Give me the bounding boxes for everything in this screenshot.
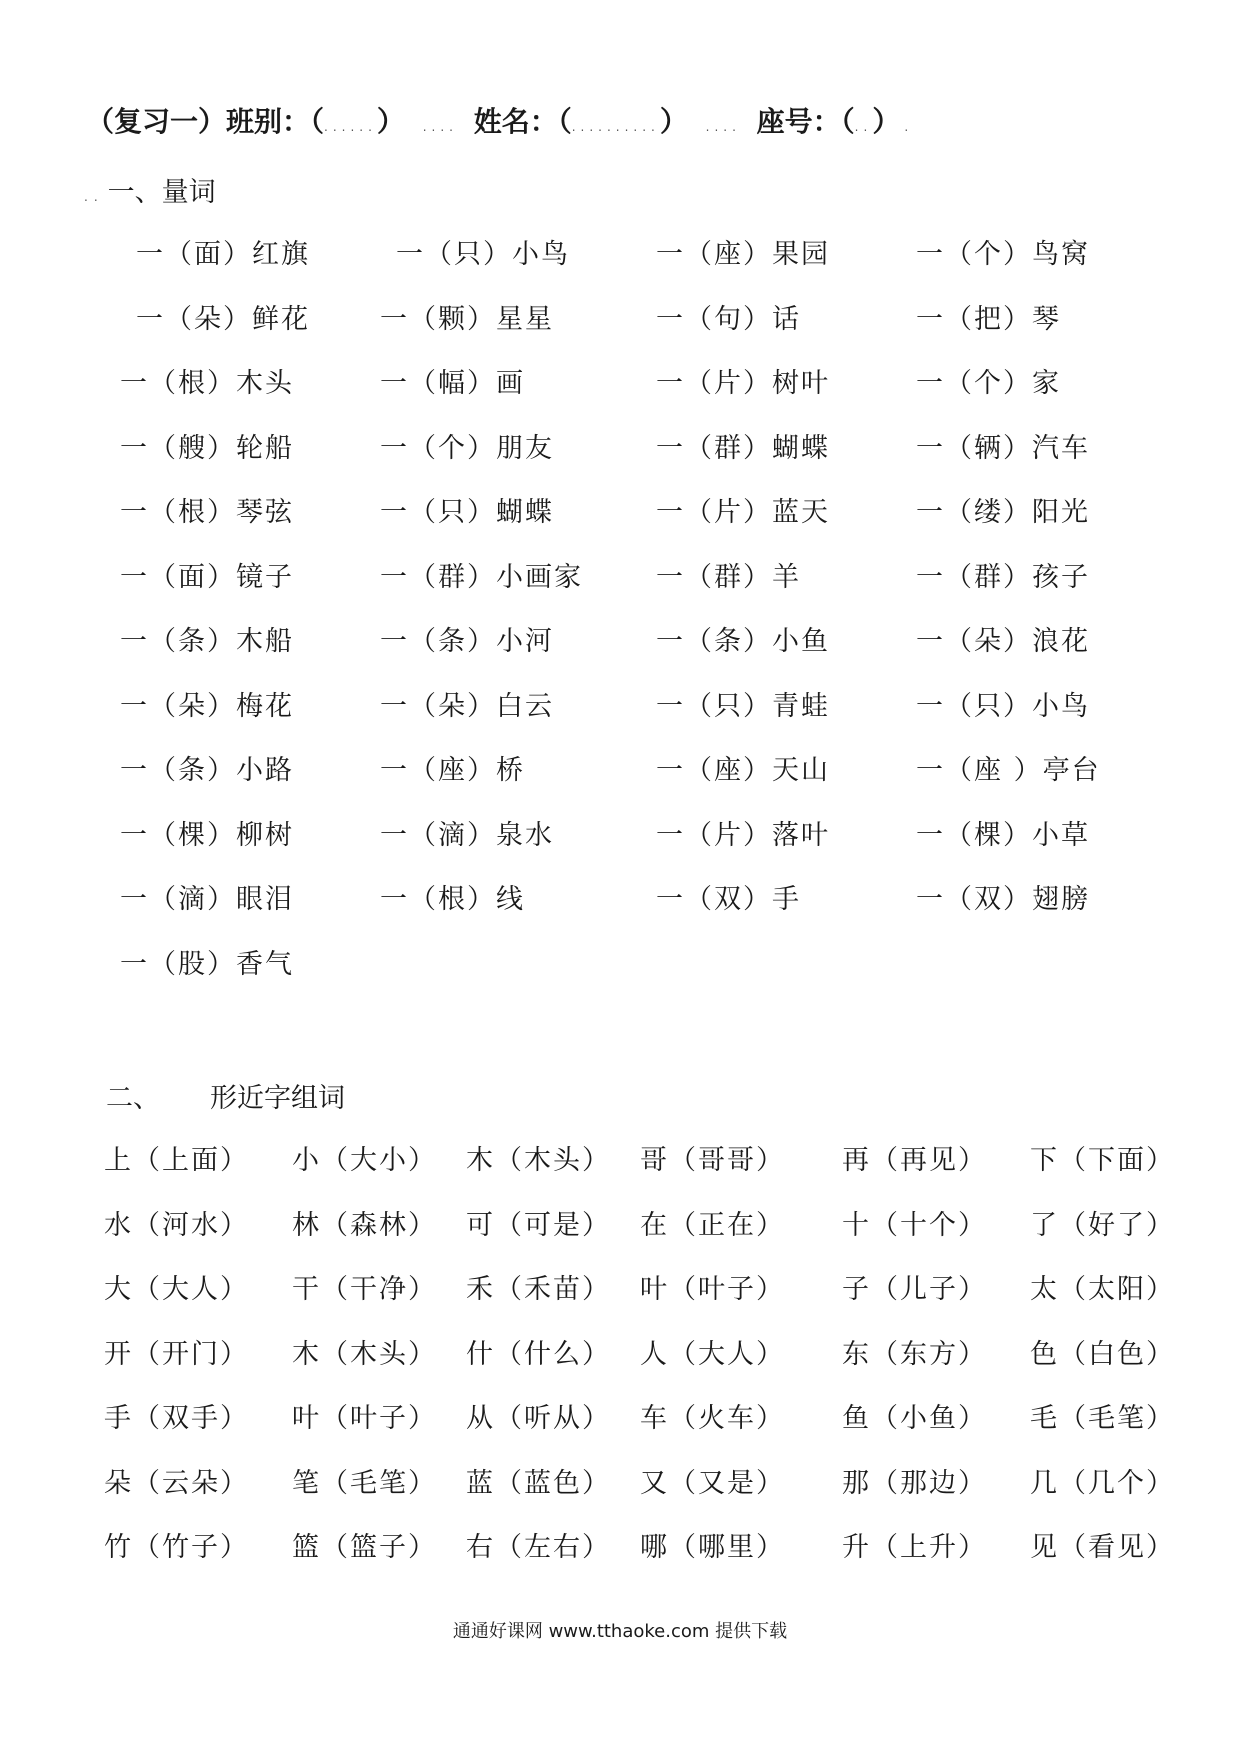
header-spacer-dots: .... — [705, 120, 741, 134]
similar-char-item: 篮（篮子） — [292, 1532, 437, 1563]
measure-word-item: 一（句）话 — [656, 303, 801, 335]
seat-close: ） — [872, 105, 901, 138]
name-close: ） — [659, 105, 688, 138]
similar-char-item: 手（双手） — [104, 1403, 249, 1434]
measure-word-item: 一（只）小鸟 — [396, 239, 570, 270]
measure-word-item: 一（棵）柳树 — [120, 819, 294, 851]
measure-word-item: 一（个）朋友 — [380, 432, 554, 464]
similar-char-item: 开（开门） — [104, 1338, 249, 1370]
similar-char-item: 又（又是） — [640, 1467, 785, 1499]
measure-word-item: 一（艘）轮船 — [120, 432, 294, 464]
similar-char-item: 从（听从） — [466, 1403, 611, 1434]
measure-word-item: 一（个）鸟窝 — [916, 239, 1090, 270]
similar-char-item: 大（大人） — [104, 1274, 249, 1305]
measure-word-item: 一（条）小河 — [380, 626, 554, 657]
measure-word-item: 一（面）镜子 — [120, 561, 294, 593]
measure-word-item: 一（棵）小草 — [916, 819, 1090, 851]
similar-char-item: 见（看见） — [1030, 1532, 1175, 1563]
measure-word-item: 一（滴）眼泪 — [120, 884, 294, 915]
header-spacer-dots: .... — [422, 120, 458, 134]
class-label: 班别：（ — [226, 105, 325, 138]
similar-char-item: 再（再见） — [842, 1145, 987, 1176]
measure-word-item: 一（滴）泉水 — [380, 819, 554, 851]
similar-char-item: 在（正在） — [640, 1209, 785, 1241]
measure-word-row — [0, 619, 1240, 659]
name-label: 姓名：（ — [473, 105, 572, 138]
similar-char-item: 东（东方） — [842, 1338, 987, 1370]
section2-title-text: 形近字组词 — [210, 1083, 345, 1114]
similar-char-row — [0, 1396, 1240, 1436]
similar-char-item: 那（那边） — [842, 1467, 987, 1499]
measure-word-item: 一（条）木船 — [120, 626, 294, 657]
similar-char-item: 蓝（蓝色） — [466, 1467, 611, 1499]
measure-word-row — [0, 813, 1240, 853]
measure-word-row — [0, 232, 1240, 272]
measure-word-item: 一（座）果园 — [656, 239, 830, 270]
measure-word-item: 一（朵）浪花 — [916, 626, 1090, 657]
similar-char-row — [0, 1203, 1240, 1243]
seat-label: 座号：（ — [756, 105, 855, 138]
review-title: （复习一） — [86, 105, 227, 138]
header-end-dot: . — [904, 120, 914, 134]
similar-char-item: 上（上面） — [104, 1145, 249, 1176]
similar-char-item: 鱼（小鱼） — [842, 1403, 987, 1434]
measure-word-item: 一（根）线 — [380, 884, 525, 915]
similar-char-item: 竹（竹子） — [104, 1532, 249, 1563]
similar-char-item: 下（下面） — [1030, 1145, 1175, 1176]
measure-word-row — [0, 942, 1240, 982]
similar-char-item: 了（好了） — [1030, 1209, 1175, 1241]
measure-word-item: 一（只）蝴蝶 — [380, 497, 554, 528]
measure-word-row — [0, 490, 1240, 530]
similar-char-item: 朵（云朵） — [104, 1467, 249, 1499]
measure-word-item: 一（颗）星星 — [380, 303, 554, 335]
measure-word-item: 一（朵）白云 — [380, 690, 554, 722]
similar-char-item: 车（火车） — [640, 1403, 785, 1434]
measure-word-item: 一（群）孩子 — [916, 561, 1090, 593]
measure-word-item: 一（面）红旗 — [136, 239, 310, 270]
measure-word-item: 一（股）香气 — [120, 948, 294, 980]
measure-word-item: 一（座）天山 — [656, 755, 830, 786]
measure-word-item: 一（群）蝴蝶 — [656, 432, 830, 464]
similar-char-item: 什（什么） — [466, 1338, 611, 1370]
measure-word-item: 一（双）翅膀 — [916, 884, 1090, 915]
measure-word-item: 一（双）手 — [656, 884, 801, 915]
measure-word-item: 一（缕）阳光 — [916, 497, 1090, 528]
similar-char-item: 太（太阳） — [1030, 1274, 1175, 1305]
similar-char-item: 水（河水） — [104, 1209, 249, 1241]
section1-title — [84, 170, 216, 209]
similar-char-row — [0, 1525, 1240, 1565]
measure-word-item: 一（座）桥 — [380, 755, 525, 786]
measure-word-item: 一（根）木头 — [120, 368, 294, 399]
measure-word-row — [0, 297, 1240, 337]
similar-char-item: 可（可是） — [466, 1209, 611, 1241]
measure-word-item: 一（片）树叶 — [656, 368, 830, 399]
measure-word-row — [0, 555, 1240, 595]
similar-char-item: 几（几个） — [1030, 1467, 1175, 1499]
measure-word-item: 一（片）蓝天 — [656, 497, 830, 528]
similar-char-row — [0, 1267, 1240, 1307]
measure-word-row — [0, 877, 1240, 917]
class-close: ） — [376, 105, 405, 138]
similar-char-item: 木（木头） — [292, 1338, 437, 1370]
measure-word-item: 一（只）小鸟 — [916, 690, 1090, 722]
similar-char-item: 毛（毛笔） — [1030, 1403, 1175, 1434]
similar-char-item: 人（大人） — [640, 1338, 785, 1370]
similar-char-row — [0, 1332, 1240, 1372]
similar-char-item: 禾（禾苗） — [466, 1274, 611, 1305]
measure-word-row — [0, 684, 1240, 724]
measure-word-item: 一（幅）画 — [380, 368, 525, 399]
measure-word-row — [0, 426, 1240, 466]
section1-title-text: 一、量词 — [107, 177, 216, 208]
similar-char-item: 子（儿子） — [842, 1274, 987, 1305]
measure-word-item: 一（辆）汽车 — [916, 432, 1090, 464]
measure-word-row — [0, 748, 1240, 788]
measure-word-item: 一（把）琴 — [916, 303, 1061, 335]
similar-char-item: 哥（哥哥） — [640, 1145, 785, 1176]
measure-word-item: 一（朵）鲜花 — [136, 303, 310, 335]
similar-char-item: 叶（叶子） — [292, 1403, 437, 1434]
seat-blank: .. — [854, 120, 873, 134]
measure-word-item: 一（群）小画家 — [380, 561, 583, 593]
section2-title — [106, 1076, 345, 1115]
name-blank: .......... — [571, 120, 660, 134]
similar-char-row — [0, 1138, 1240, 1178]
measure-word-item: 一（条）小路 — [120, 755, 294, 786]
measure-word-item: 一（朵）梅花 — [120, 690, 294, 722]
similar-char-item: 色（白色） — [1030, 1338, 1175, 1370]
measure-word-item: 一（个）家 — [916, 368, 1061, 399]
measure-word-item: 一（片）落叶 — [656, 819, 830, 851]
measure-word-item: 一（群）羊 — [656, 561, 801, 593]
measure-word-item: 一（只）青蛙 — [656, 690, 830, 722]
class-blank: ...... — [324, 120, 377, 134]
measure-word-item: 一（座 ）亭台 — [916, 755, 1101, 786]
similar-char-item: 小（大小） — [292, 1145, 437, 1176]
similar-char-item: 哪（哪里） — [640, 1532, 785, 1563]
similar-char-item: 叶（叶子） — [640, 1274, 785, 1305]
similar-char-item: 右（左右） — [466, 1532, 611, 1563]
similar-char-item: 干（干净） — [292, 1274, 437, 1305]
similar-char-item: 笔（毛笔） — [292, 1467, 437, 1499]
worksheet-header — [86, 100, 913, 140]
similar-char-item: 林（森林） — [292, 1209, 437, 1241]
measure-word-item: 一（条）小鱼 — [656, 626, 830, 657]
section2-number: 二、 — [106, 1083, 160, 1114]
measure-word-item: 一（根）琴弦 — [120, 497, 294, 528]
footer-credit: 通通好课网 www.tthaoke.com 提供下载 — [452, 1621, 788, 1642]
similar-char-item: 木（木头） — [466, 1145, 611, 1176]
similar-char-item: 升（上升） — [842, 1532, 987, 1563]
measure-word-row — [0, 361, 1240, 401]
similar-char-row — [0, 1461, 1240, 1501]
section1-dots: .. — [84, 190, 104, 204]
similar-char-item: 十（十个） — [842, 1209, 987, 1241]
